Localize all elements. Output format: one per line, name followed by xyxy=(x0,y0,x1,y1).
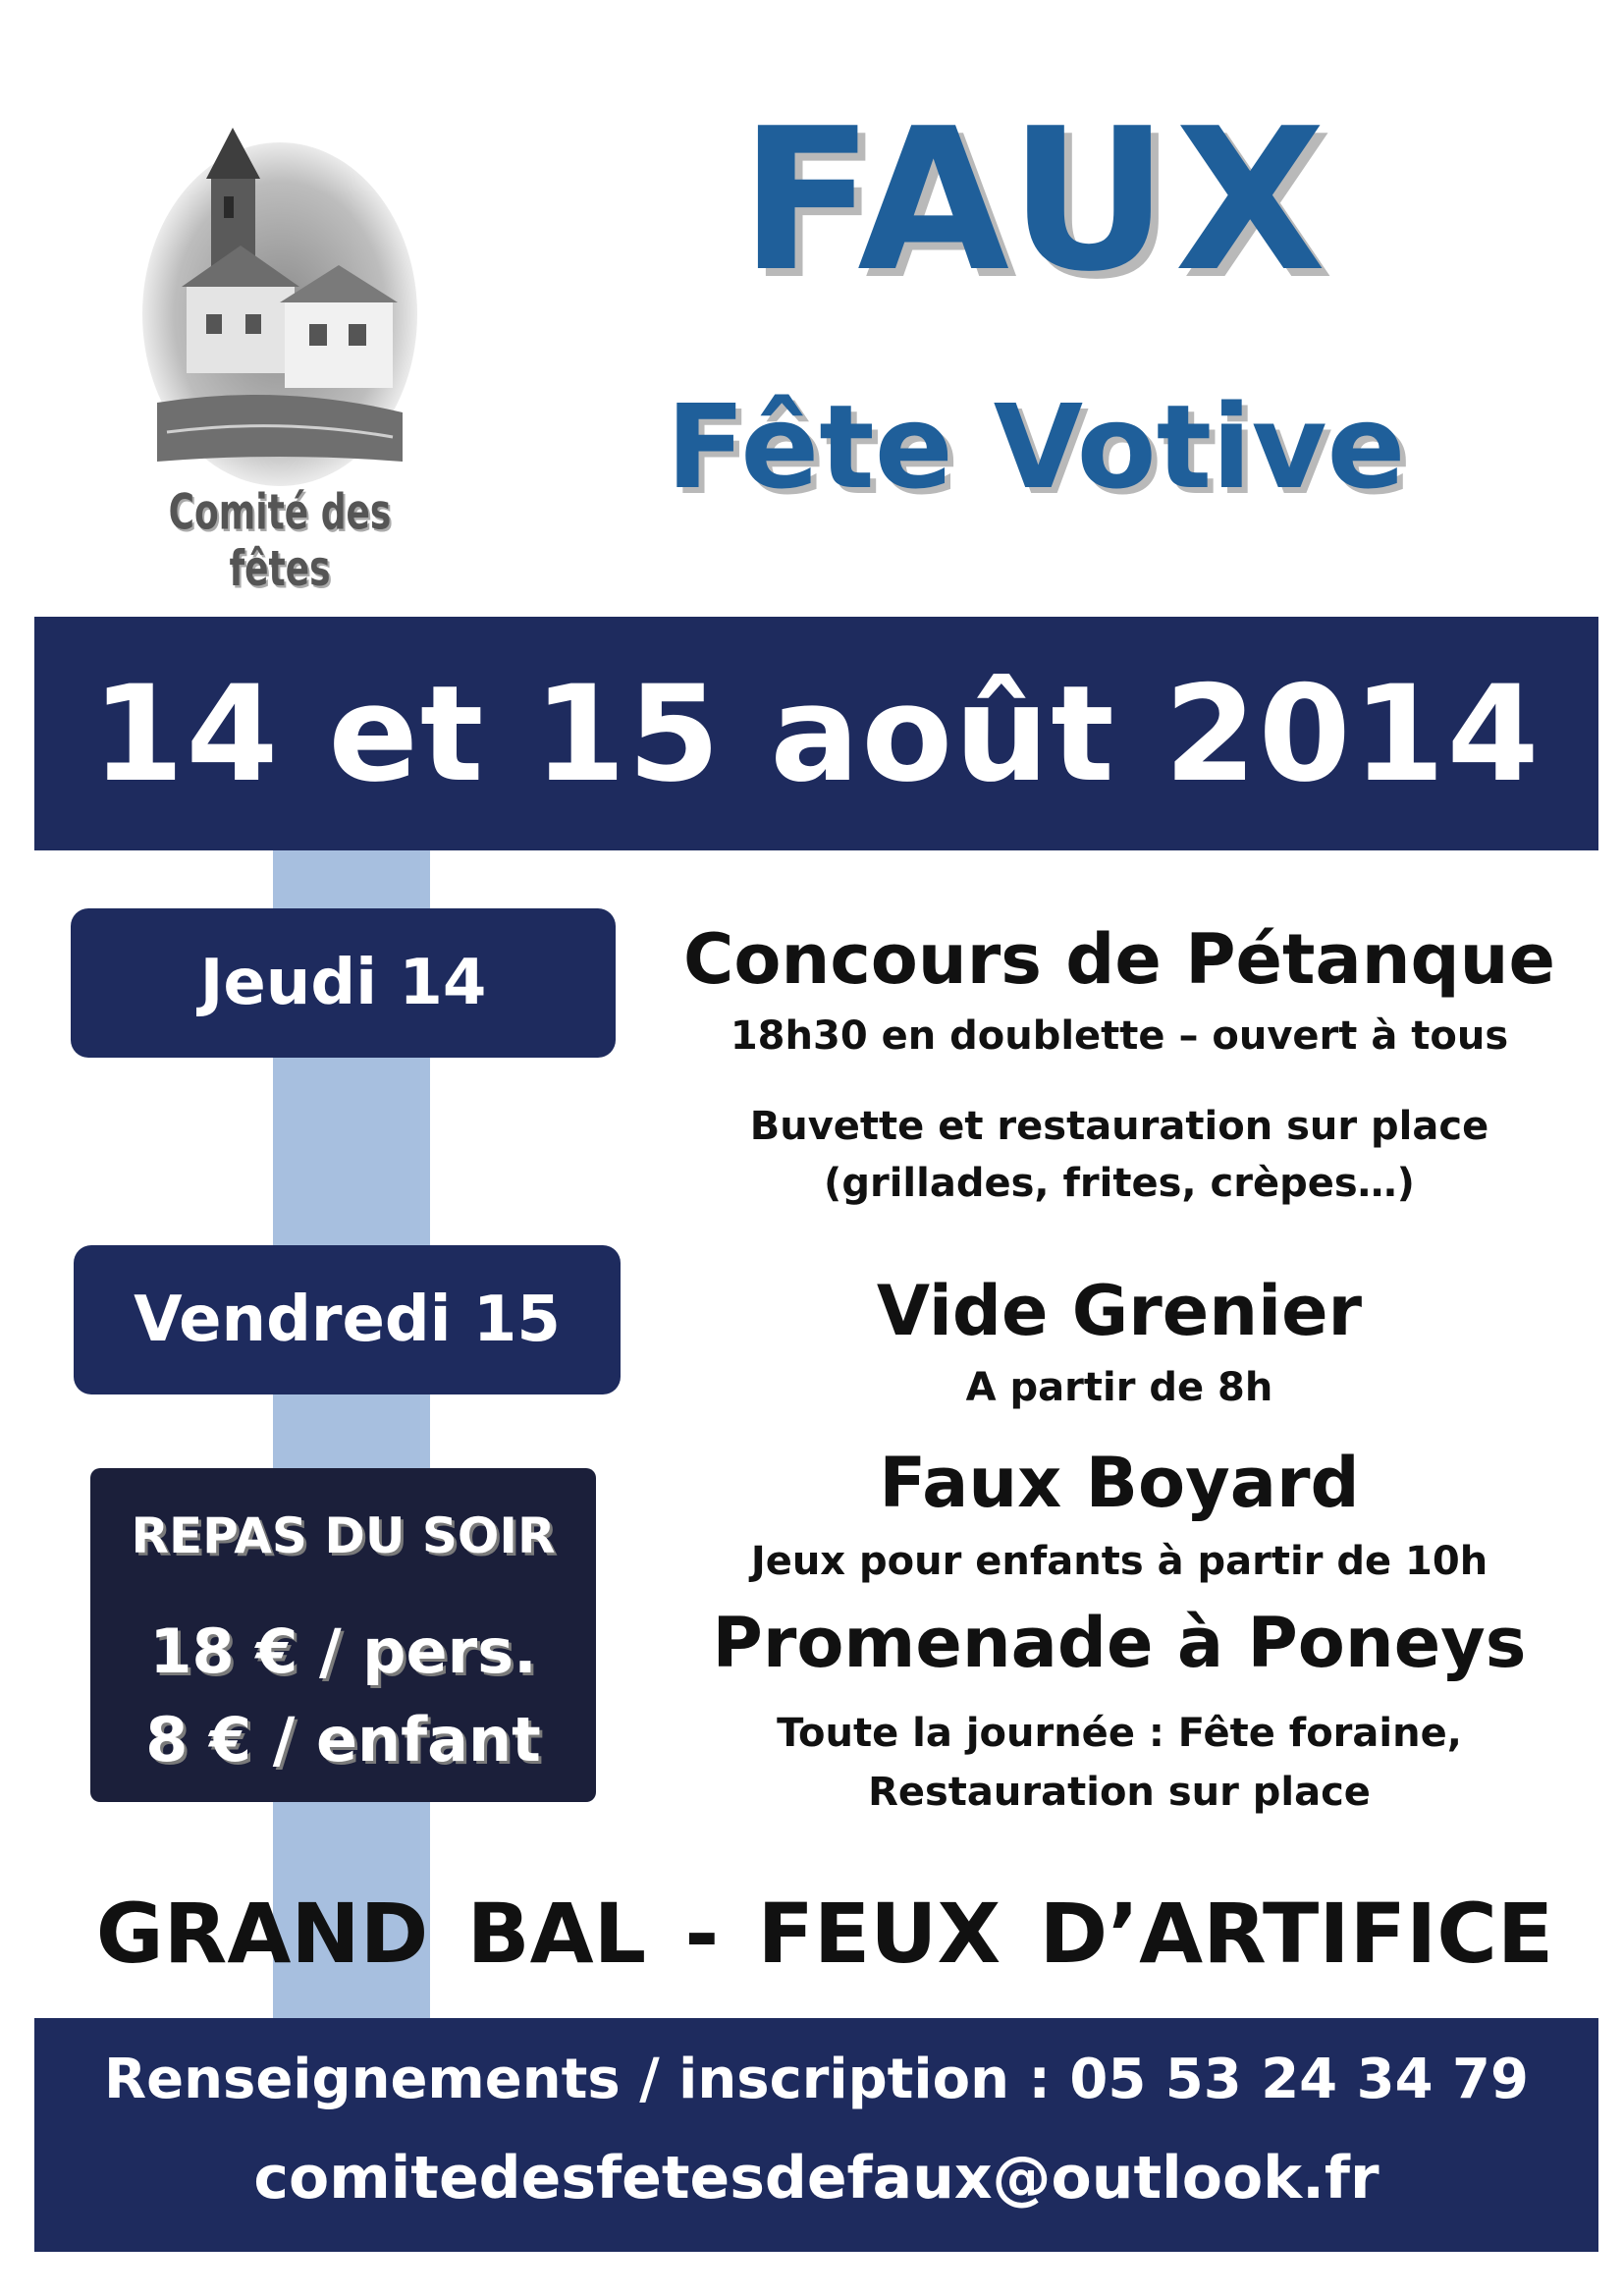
committee-logo xyxy=(118,118,442,598)
dinner-box xyxy=(90,1468,596,1802)
vide-grenier-title: Vide Grenier xyxy=(876,1271,1363,1351)
event-dates: 14 et 15 août 2014 xyxy=(91,656,1542,811)
town-title: FAUX xyxy=(739,86,1332,315)
event-title: Fête Votive xyxy=(666,379,1406,515)
buvette-line-2: (grillades, frites, crèpes…) xyxy=(824,1161,1415,1206)
petanque-details: 18h30 en doublette – ouvert à tous xyxy=(730,1013,1509,1059)
finale-headline: GRAND BAL - FEUX D’ARTIFICE xyxy=(95,1886,1554,1982)
logo-caption: Comité des fêtes xyxy=(168,484,392,598)
child-price: 8 € / enfant xyxy=(145,1704,541,1776)
petanque-title: Concours de Pétanque xyxy=(683,919,1555,1000)
faux-boyard-title: Faux Boyard xyxy=(879,1443,1360,1523)
village-church-illustration xyxy=(137,118,422,491)
contact-phone: Renseignements / inscription : 05 53 24 34 79 xyxy=(104,2048,1529,2111)
dinner-title: REPAS DU SOIR xyxy=(131,1507,556,1564)
journee-line-2: Restauration sur place xyxy=(868,1770,1371,1815)
faux-boyard-details: Jeux pour enfants à partir de 10h xyxy=(750,1539,1488,1584)
journee-line-1: Toute la journée : Fête foraine, xyxy=(777,1711,1462,1756)
adult-price: 18 € / pers. xyxy=(149,1615,537,1687)
buvette-line-1: Buvette et restauration sur place xyxy=(749,1104,1489,1149)
date-banner xyxy=(34,617,1598,850)
day-label-friday: Vendredi 15 xyxy=(74,1245,621,1394)
contact-email: comitedesfetesdefaux@outlook.fr xyxy=(253,2144,1380,2213)
vide-grenier-details: A partir de 8h xyxy=(965,1365,1273,1410)
contact-banner xyxy=(34,2018,1598,2252)
day-label-thursday: Jeudi 14 xyxy=(71,908,616,1058)
poneys-title: Promenade à Poneys xyxy=(712,1603,1527,1683)
